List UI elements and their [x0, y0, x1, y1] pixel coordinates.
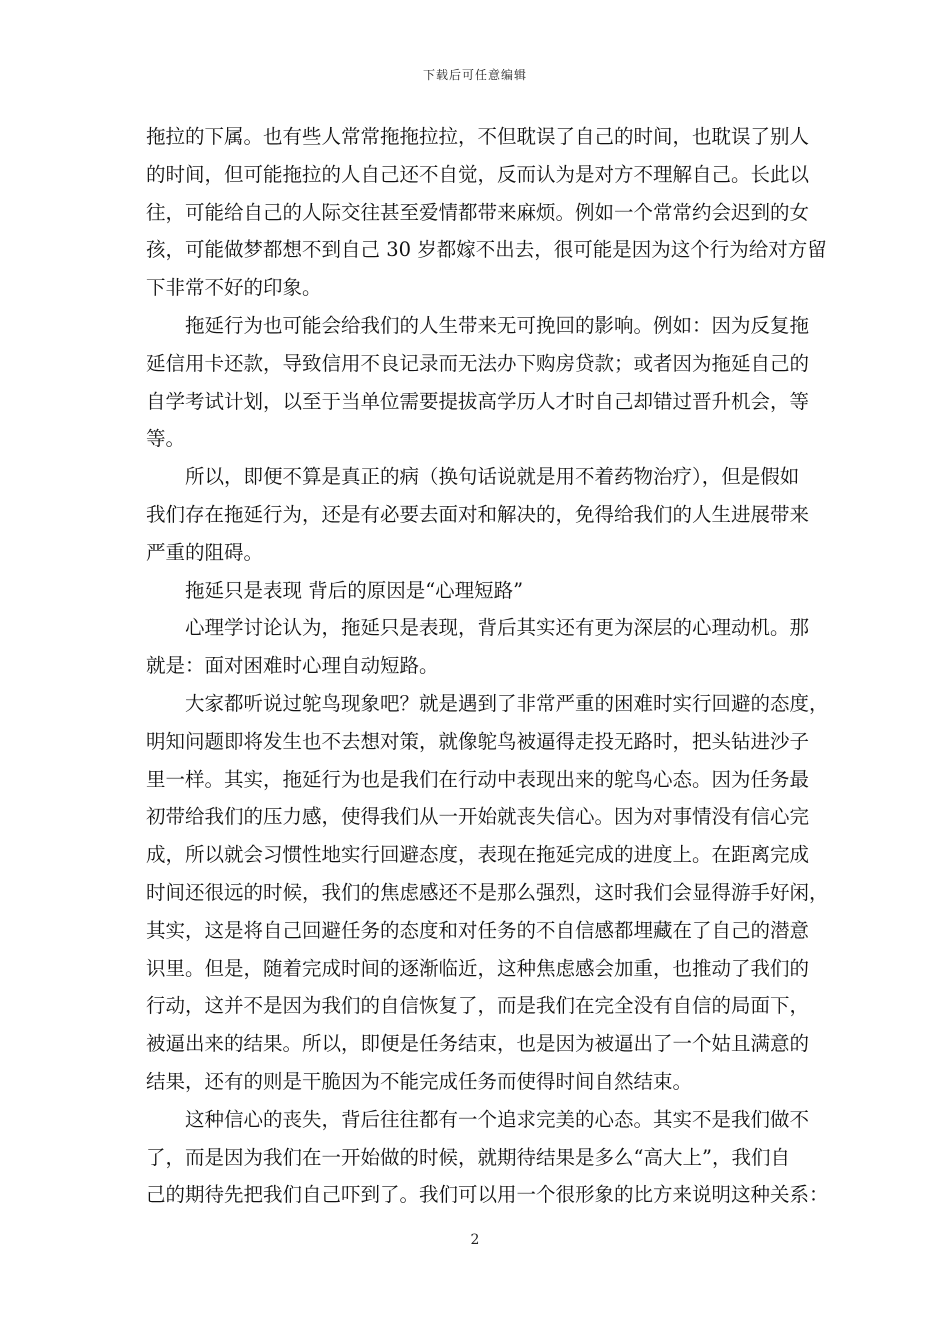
text-line: 我们存在拖延行为，还是有必要去面对和解决的，免得给我们的人生进展带来: [146, 502, 810, 526]
text-line: 严重的阻碍。: [146, 540, 264, 564]
text-line: 了，而是因为我们在一开始做的时候，就期待结果是多么“高大上”，我们自: [146, 1145, 790, 1169]
text-line: 下非常不好的印象。: [146, 276, 322, 300]
text-line: 拖拉的下属。也有些人常常拖拖拉拉，不但耽误了自己的时间，也耽误了别人: [146, 125, 810, 148]
text-line: 时间还很远的时候，我们的焦虑感还不是那么强烈，这时我们会显得游手好闲，: [146, 880, 829, 904]
text-line: 心理学讨论认为，拖延只是表现，背后其实还有更为深层的心理动机。那: [185, 616, 810, 640]
text-line: 行动，这并不是因为我们的自信恢复了，而是我们在完全没有自信的局面下，: [146, 994, 810, 1018]
text-line: 初带给我们的压力感，使得我们从一开始就丧失信心。因为对事情没有信心完: [146, 805, 810, 829]
text-line: 大家都听说过鸵鸟现象吧？就是遇到了非常严重的困难时实行回避的态度，: [185, 691, 829, 715]
text-line: 己的期待先把我们自己吓到了。我们可以用一个很形象的比方来说明这种关系：: [146, 1183, 829, 1207]
text-line: 被逼出来的结果。所以，即便是任务结束，也是因为被逼出了一个姑且满意的: [146, 1032, 810, 1056]
text-line: 自学考试计划，以至于当单位需要提拔高学历人才时自己却错过晋升机会，等: [146, 389, 810, 413]
text-line: 拖延行为也可能会给我们的人生带来无可挽回的影响。例如：因为反复拖: [185, 313, 810, 337]
text-line: 往，可能给自己的人际交往甚至爱情都带来麻烦。例如一个常常约会迟到的女: [146, 200, 810, 224]
page-header: 下载后可任意编辑: [422, 68, 527, 82]
body-text: [146, 118, 829, 1214]
page-number: 2: [470, 1232, 480, 1248]
text-line: 识里。但是，随着完成时间的逐渐临近，这种焦虑感会加重，也推动了我们的: [146, 956, 810, 980]
text-line: 的时间，但可能拖拉的人自己还不自觉，反而认为是对方不理解自己。长此以: [146, 162, 810, 186]
text-line: 拖延只是表现 背后的原因是“心理短路”: [185, 578, 524, 602]
text-line: 其实，这是将自己回避任务的态度和对任务的不自信感都埋藏在了自己的潜意: [146, 918, 810, 942]
text-line: 里一样。其实，拖延行为也是我们在行动中表现出来的鸵鸟心态。因为任务最: [146, 767, 810, 791]
text-line: 明知问题即将发生也不去想对策，就像鸵鸟被逼得走投无路时，把头钻进沙子: [146, 729, 810, 753]
text-line: 等。: [146, 427, 186, 451]
text-line: 成，所以就会习惯性地实行回避态度，表现在拖延完成的进度上。在距离完成: [146, 843, 810, 867]
text-line: 就是：面对困难时心理自动短路。: [146, 654, 439, 678]
text-line: 所以，即便不算是真正的病（换句话说就是用不着药物治疗），但是假如: [185, 465, 800, 489]
text-line: 延信用卡还款，导致信用不良记录而无法办下购房贷款；或者因为拖延自己的: [146, 351, 810, 375]
text-line: 孩，可能做梦都想不到自己 30 岁都嫁不出去，很可能是因为这个行为给对方留: [146, 238, 827, 262]
text-line: 这种信心的丧失，背后往往都有一个追求完美的心态。其实不是我们做不: [185, 1107, 810, 1131]
text-line: 结果，还有的则是干脆因为不能完成任务而使得时间自然结束。: [146, 1069, 693, 1093]
